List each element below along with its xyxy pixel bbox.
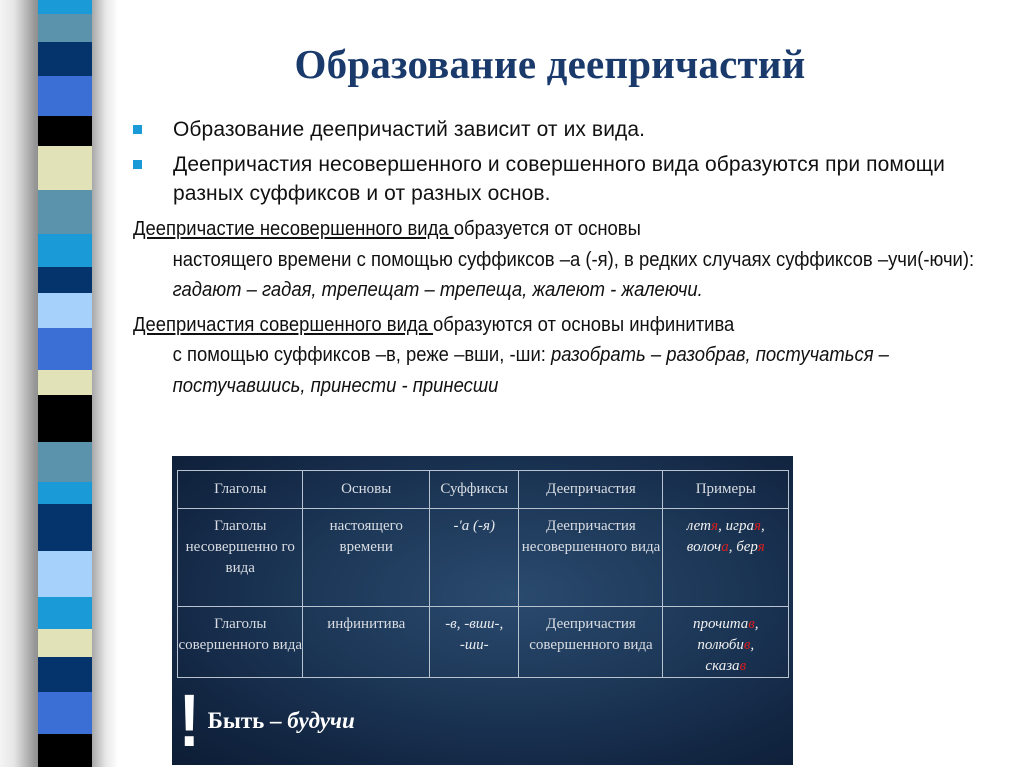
- example-stem: сказа: [705, 658, 740, 674]
- paragraph-imperfective: [133, 214, 997, 306]
- bullet-item: [133, 150, 1003, 208]
- example-stem: полюби: [697, 637, 744, 653]
- example-sep: ,: [750, 637, 755, 653]
- example-sep: ,: [718, 518, 726, 534]
- ribbon-band: [38, 597, 92, 629]
- bullet-text: Образование деепричастий зависит от их вида.: [173, 118, 646, 141]
- header-verbs: Глаголы: [178, 471, 303, 509]
- slide-content: [133, 115, 1003, 401]
- example-suffix: в: [739, 658, 747, 674]
- bullet-item: [133, 115, 1003, 144]
- note-participle: будучи: [287, 708, 355, 733]
- ribbon-band: [38, 442, 92, 482]
- table-row: [178, 607, 789, 678]
- note-verb: Быть –: [207, 708, 288, 733]
- ribbon-band: [38, 657, 92, 692]
- header-suffixes: Суффиксы: [430, 471, 519, 509]
- example-suffix: я: [757, 539, 765, 555]
- square-bullet-icon: [133, 160, 142, 169]
- example-suffix: я: [753, 518, 761, 534]
- ribbon-band: [38, 328, 92, 370]
- example-suffix: а: [721, 539, 729, 555]
- ribbon-band: [38, 190, 92, 234]
- ribbon-band: [38, 482, 92, 504]
- slide-title: Образование деепричастий: [294, 41, 806, 87]
- example-sep: ,: [754, 616, 759, 632]
- paragraph-perfective: [133, 310, 997, 402]
- cell-participle: Деепричастия несовершенного вида: [519, 509, 663, 607]
- examples-text: гадают – гадая, трепещат – трепеща, жалеют - жалеючи.: [172, 278, 703, 301]
- cell-suffix: -'а (-я): [430, 509, 519, 607]
- example-stem: волоч: [686, 539, 722, 555]
- table-row: [178, 509, 789, 607]
- cell-stem: настоящего времени: [303, 509, 430, 607]
- header-examples: Примеры: [663, 471, 789, 509]
- ribbon-band: [38, 734, 92, 767]
- ribbon-band: [38, 293, 92, 328]
- cell-stem: инфинитива: [303, 607, 430, 678]
- cell-examples: [663, 607, 789, 678]
- suffix-line: -ши-: [459, 637, 489, 653]
- cell-verbs: Глаголы несовершенно го вида: [178, 509, 303, 607]
- exclamation-icon: !: [178, 679, 200, 762]
- formation-table: [177, 470, 789, 678]
- example-suffix: я: [711, 518, 719, 534]
- examples-text: разобрать – разобрав, постучаться – постучавшись, принести - принесши: [172, 343, 889, 397]
- bullet-text: Деепричастия несовершенного и совершенного вида образуются при помощи разных суффиксов и от разных основ.: [173, 153, 945, 205]
- cell-examples: [663, 509, 789, 607]
- ribbon-band: [38, 116, 92, 146]
- example-stem: прочита: [692, 616, 749, 632]
- cell-suffix: [430, 607, 519, 678]
- square-bullet-icon: [133, 125, 142, 134]
- paragraph-text: настоящего времени с помощью суффиксов –а (-я), в редких случаях суффиксов –учи(-ючи):: [172, 247, 975, 271]
- ribbon-band: [38, 629, 92, 657]
- ribbon-band: [38, 14, 92, 42]
- decorative-ribbon: [38, 0, 92, 767]
- ribbon-band: [38, 146, 92, 190]
- underlined-term: Деепричастие несовершенного вида: [133, 217, 454, 240]
- example-suffix: в: [743, 637, 751, 653]
- underlined-term: Деепричастия совершенного вида: [133, 312, 434, 336]
- ribbon-band: [38, 395, 92, 442]
- ribbon-band: [38, 551, 92, 597]
- cell-participle: Деепричастия совершенного вида: [519, 607, 663, 678]
- example-stem: лет: [686, 518, 712, 534]
- paragraph-text: образуется от основы: [453, 217, 641, 240]
- ribbon-band: [38, 0, 92, 14]
- ribbon-band: [38, 267, 92, 293]
- header-participles: Деепричастия: [519, 471, 663, 509]
- ribbon-band: [38, 504, 92, 551]
- paragraph-text: образуются от основы инфинитива: [433, 312, 735, 336]
- ribbon-band: [38, 234, 92, 267]
- ribbon-band: [38, 370, 92, 396]
- cell-verbs: Глаголы совершенного вида: [178, 607, 303, 678]
- example-suffix: в: [748, 616, 755, 632]
- example-sep: ,: [760, 518, 765, 534]
- ribbon-band: [38, 692, 92, 734]
- exception-note: [177, 679, 355, 762]
- paragraph-text: с помощью суффиксов –в, реже –вши, -ши:: [172, 343, 552, 366]
- formation-table-image: [172, 456, 793, 765]
- example-stem: бер: [736, 539, 758, 555]
- header-stems: Основы: [303, 471, 430, 509]
- table-header-row: [178, 471, 789, 509]
- suffix-line: -в, -вши-,: [445, 616, 504, 632]
- example-sep: ,: [728, 539, 737, 555]
- example-stem: игра: [725, 518, 754, 534]
